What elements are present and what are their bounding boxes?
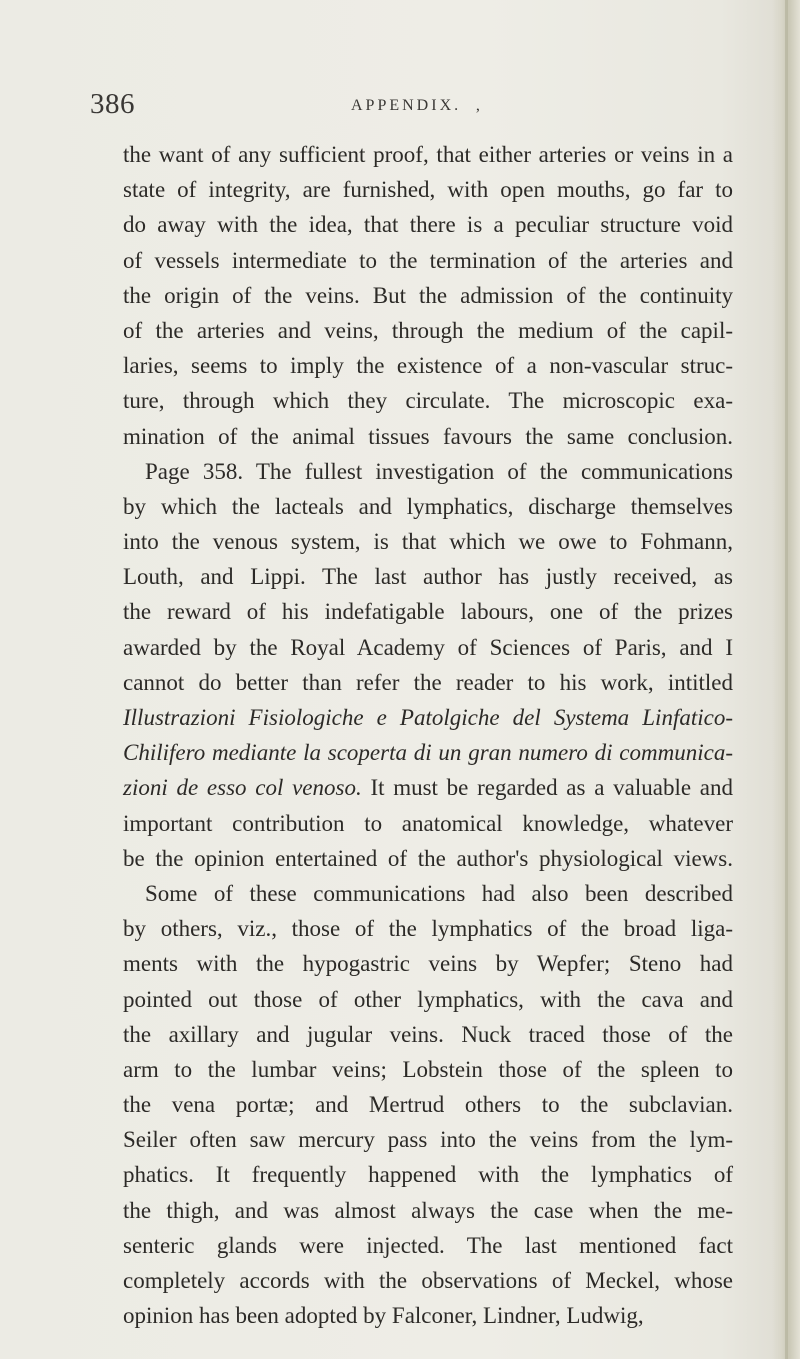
text-line: state of integrity, are furnished, with open mouths, go far to [123,177,733,203]
running-head-title: APPENDIX. [351,97,462,114]
italic-segment: Chilifero mediante la scoperta di un gran numero di communica- [123,740,733,766]
text-line: completely accords with the observations of Meckel, whose [123,1268,733,1293]
text-line [123,735,733,770]
text-line: by others, viz., those of the lymphatics of the broad liga- [123,916,733,942]
text-line: ture, through which they circulate. The microscopic exa- [123,388,733,414]
italic-segment: Illustrazioni Fisiologiche e Patolgiche del Systema Linfatico- [123,705,733,730]
text-line: of vessels intermediate to the termination of the arteries and [123,247,733,273]
text-line [123,770,733,805]
text-line: Some of these communications had also been described [145,880,733,906]
text-line: arm to the lumbar veins; Lobstein those of the spleen to [123,1056,733,1082]
text-line: be the opinion entertained of the author's physiological views. [123,845,733,871]
body-text [123,137,733,1333]
text-line: mination of the animal tissues favours the same conclusion. [123,423,733,449]
text-line: Page 358. The fullest investigation of the communications [145,458,733,484]
text-line: the axillary and jugular veins. Nuck traced those of the [123,1021,733,1047]
text-line: phatics. It frequently happened with the lymphatics of [123,1162,733,1188]
page-edge-line [785,0,788,1359]
italic-segment: zioni de esso col venoso. [123,775,362,801]
text-line: awarded by the Royal Academy of Sciences of Paris, and I [123,634,733,660]
text-line: ments with the hypogastric veins by Wepfer; Steno had [123,951,733,977]
text-line [123,700,733,735]
text-line: opinion has been adopted by Falconer, Lindner, Ludwig, [123,1303,644,1329]
text-line: senteric glands were injected. The last mentioned fact [123,1232,733,1258]
text-line: the reward of his indefatigable labours, one of the prizes [123,599,733,625]
text-line: into the venous system, is that which we owe to Fohmann, [123,529,733,555]
text-line: pointed out those of other lymphatics, with the cava and [123,986,733,1012]
text-line: by which the lacteals and lymphatics, discharge themselves [123,493,733,519]
text-line: of the arteries and veins, through the medium of the capil- [123,317,733,343]
page-number: 386 [90,88,135,120]
page-header [0,88,800,124]
text-line: Seiler often saw mercury pass into the veins from the lym- [123,1127,733,1153]
text-line: laries, seems to imply the existence of a non-vascular struc- [123,353,733,379]
text-line: the origin of the veins. But the admission of the continuity [123,282,733,308]
stray-mark: ‚ [475,97,484,114]
text-line: do away with the idea, that there is a peculiar structure void [123,212,733,238]
running-head [351,97,483,115]
text-line: cannot do better than refer the reader to his work, intitled [123,669,733,695]
text-line: important contribution to anatomical knowledge, whatever [123,810,733,836]
text-segment: It must be regarded as a valuable and [361,775,733,801]
text-line: the vena portæ; and Mertrud others to the subclavian. [123,1092,733,1118]
text-line: the want of any sufficient proof, that either arteries or veins in a [123,142,733,167]
text-line: the thigh, and was almost always the case when the me- [123,1197,733,1223]
text-line: Louth, and Lippi. The last author has justly received, as [123,564,733,590]
